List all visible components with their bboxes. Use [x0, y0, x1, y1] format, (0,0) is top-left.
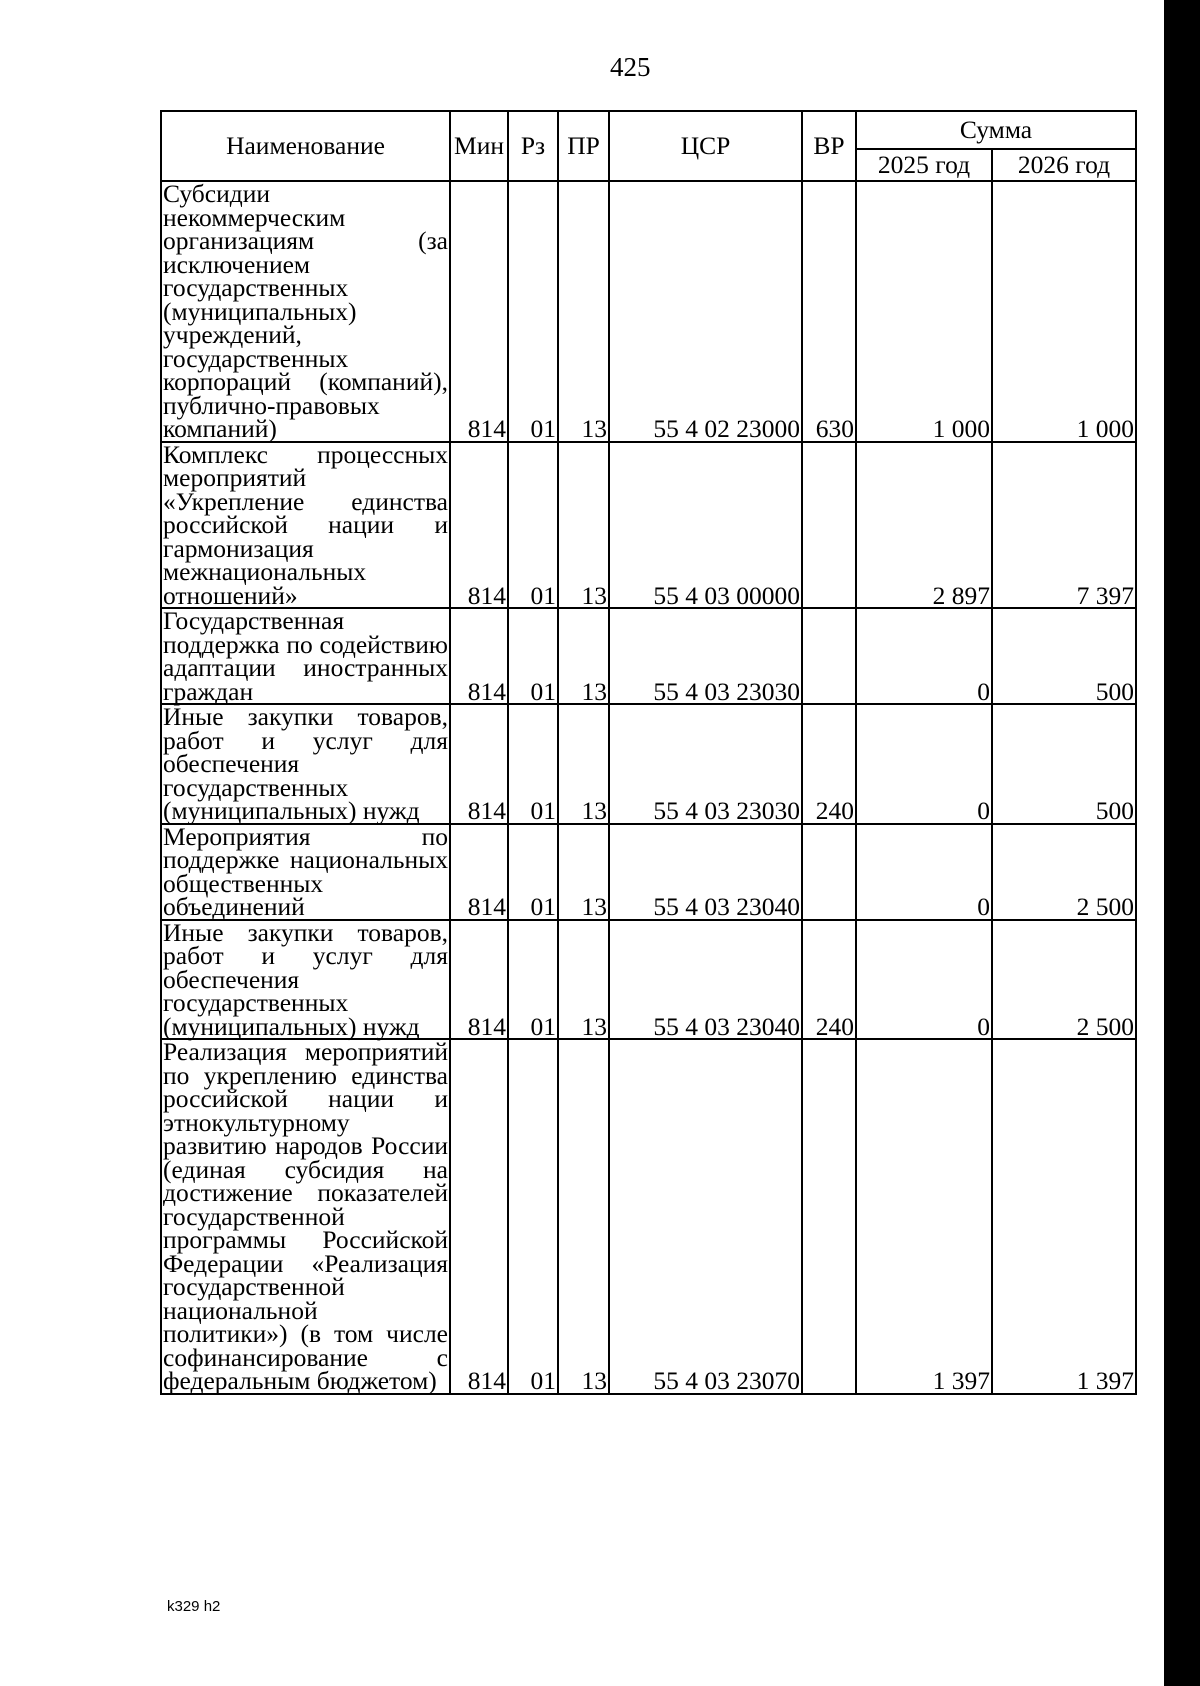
- row-2025: 1 000: [856, 181, 992, 442]
- header-row: [161, 111, 1136, 149]
- row-rz: 01: [508, 920, 558, 1040]
- row-min: 814: [450, 181, 508, 442]
- row-name: Иные закупки товаров, работ и услуг для обеспечения государственных (муниципальных) нужд: [163, 702, 448, 825]
- header-pr: ПР: [558, 111, 609, 181]
- row-min: 814: [450, 608, 508, 704]
- header-2026: 2026 год: [992, 149, 1136, 181]
- header-vr: ВР: [802, 111, 856, 181]
- table-row: [161, 608, 1136, 704]
- row-name: Мероприятия по поддержке национальных общественных объединений: [163, 821, 448, 921]
- row-csr: 55 4 03 23030: [609, 704, 802, 824]
- row-vr: [802, 824, 856, 920]
- row-2026: 7 397: [992, 442, 1136, 609]
- table-row: [161, 1039, 1136, 1394]
- row-min: 814: [450, 920, 508, 1040]
- row-rz: 01: [508, 824, 558, 920]
- header-min: Мин: [450, 111, 508, 181]
- scan-edge-band: [1164, 0, 1200, 1686]
- row-min: 814: [450, 824, 508, 920]
- table-row: [161, 442, 1136, 609]
- row-rz: 01: [508, 608, 558, 704]
- row-vr: [802, 1039, 856, 1394]
- row-name: Субсидии некоммерческим организациям (за исключением государственных (муниципальных) учреждений, государственных корпораций (компаний), публично-правовых компаний): [163, 179, 448, 443]
- row-pr: 13: [558, 442, 609, 609]
- row-rz: 01: [508, 442, 558, 609]
- header-name: Наименование: [161, 111, 450, 181]
- row-vr: 240: [802, 704, 856, 824]
- table-row: [161, 181, 1136, 442]
- row-rz: 01: [508, 1039, 558, 1394]
- row-csr: 55 4 02 23000: [609, 181, 802, 442]
- row-pr: 13: [558, 608, 609, 704]
- row-pr: 13: [558, 1039, 609, 1394]
- row-2026: 2 500: [992, 824, 1136, 920]
- row-pr: 13: [558, 181, 609, 442]
- row-vr: 630: [802, 181, 856, 442]
- row-2025: 0: [856, 920, 992, 1040]
- header-sum: Сумма: [856, 111, 1136, 149]
- row-min: 814: [450, 442, 508, 609]
- row-2026: 2 500: [992, 920, 1136, 1040]
- row-min: 814: [450, 1039, 508, 1394]
- row-name: Государственная поддержка по содействию адаптации иностранных граждан: [163, 606, 448, 706]
- page-number: 425: [610, 52, 651, 82]
- row-min: 814: [450, 704, 508, 824]
- row-rz: 01: [508, 181, 558, 442]
- row-csr: 55 4 03 23040: [609, 920, 802, 1040]
- header-rz: Рз: [508, 111, 558, 181]
- row-2026: 500: [992, 704, 1136, 824]
- row-rz: 01: [508, 704, 558, 824]
- header-csr: ЦСР: [609, 111, 802, 181]
- row-pr: 13: [558, 920, 609, 1040]
- row-2025: 2 897: [856, 442, 992, 609]
- row-name: Иные закупки товаров, работ и услуг для обеспечения государственных (муниципальных) нужд: [163, 917, 448, 1041]
- row-csr: 55 4 03 00000: [609, 442, 802, 609]
- footer-document-code: k329 h2: [167, 1598, 221, 1615]
- row-csr: 55 4 03 23070: [609, 1039, 802, 1394]
- row-vr: 240: [802, 920, 856, 1040]
- row-2025: 0: [856, 704, 992, 824]
- row-csr: 55 4 03 23040: [609, 824, 802, 920]
- row-name: Реализация мероприятий по укреплению единства российской нации и этнокультурному развитию народов России (единая субсидия на достижение показателей государственной программы Российской Федерации «Реализация государственной национальной политики») (в том числе софинансирование с федеральным бюджетом): [163, 1037, 448, 1395]
- row-name: Комплекс процессных мероприятий «Укрепление единства российской нации и гармонизация межнациональных отношений»: [163, 439, 448, 610]
- header-2025: 2025 год: [856, 149, 992, 181]
- table-row: [161, 704, 1136, 824]
- row-2026: 500: [992, 608, 1136, 704]
- row-pr: 13: [558, 824, 609, 920]
- row-vr: [802, 442, 856, 609]
- row-vr: [802, 608, 856, 704]
- row-2025: 0: [856, 824, 992, 920]
- row-2025: 1 397: [856, 1039, 992, 1394]
- row-2026: 1 397: [992, 1039, 1136, 1394]
- row-csr: 55 4 03 23030: [609, 608, 802, 704]
- table-row: [161, 920, 1136, 1040]
- row-pr: 13: [558, 704, 609, 824]
- table-row: [161, 824, 1136, 920]
- row-2026: 1 000: [992, 181, 1136, 442]
- row-2025: 0: [856, 608, 992, 704]
- budget-table: [160, 110, 1137, 1395]
